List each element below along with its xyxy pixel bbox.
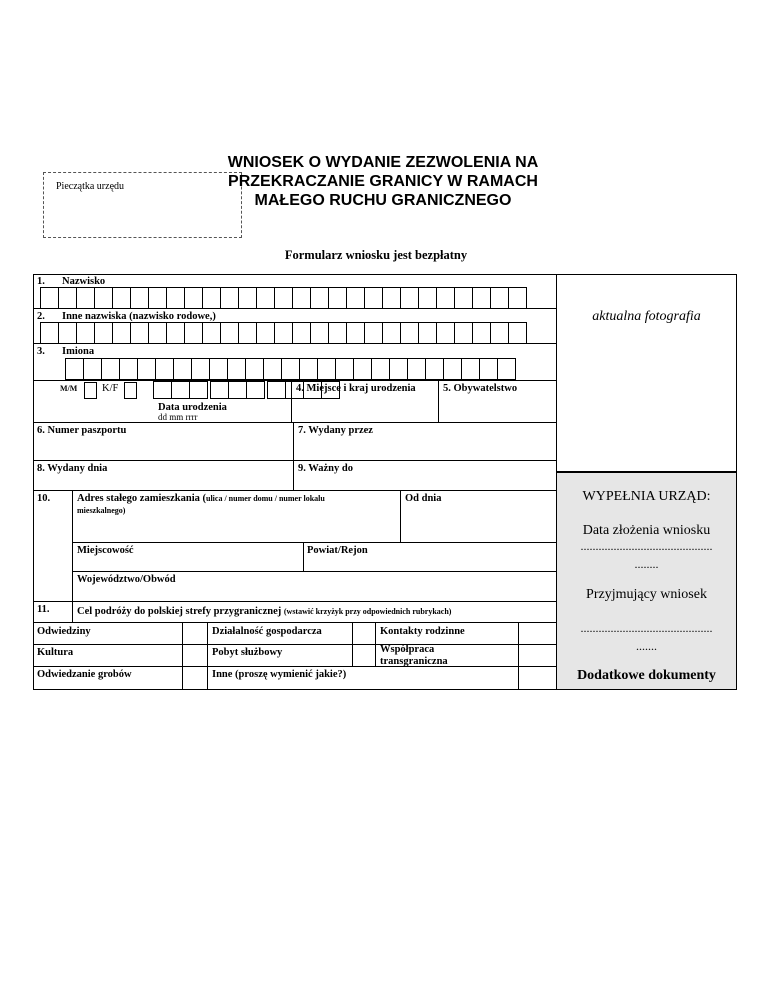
field-10-label: Adres stałego zamieszkania (ulica / numer domu / numer lokalu <box>77 493 325 504</box>
form-subtitle: Formularz wniosku jest bezpłatny <box>284 248 468 262</box>
graves-checkbox[interactable] <box>183 667 206 689</box>
official-checkbox[interactable] <box>353 645 374 666</box>
field-11-number: 11. <box>37 604 50 615</box>
rule <box>33 460 556 461</box>
field-2-label: Inne nazwiska (nazwisko rodowe,) <box>62 311 216 322</box>
rule <box>72 490 73 622</box>
office-heading: WYPEŁNIA URZĄD: <box>582 489 711 504</box>
visits-checkbox[interactable] <box>183 623 206 644</box>
district-label: Powiat/Rejon <box>307 545 368 556</box>
purpose-business: Działalność gospodarcza <box>212 626 322 637</box>
receiver-dots: ............................................ <box>580 621 713 635</box>
first-names-cells[interactable] <box>65 358 515 380</box>
cooperation-checkbox[interactable] <box>519 645 555 666</box>
rule <box>33 422 556 423</box>
purpose-visits: Odwiedziny <box>37 626 91 637</box>
submission-date-dots-2: ........ <box>634 557 659 571</box>
purpose-official: Pobyt służbowy <box>212 647 283 658</box>
field-5-label: 5. Obywatelstwo <box>443 383 518 394</box>
field-8-label: 8. Wydany dnia <box>37 463 108 474</box>
rule <box>33 644 556 645</box>
receiver-label: Przyjmujący wniosek <box>586 587 707 602</box>
date-of-birth-label: Data urodzenia <box>158 402 227 413</box>
since-date-label: Od dnia <box>405 493 442 504</box>
photo-box <box>556 274 737 472</box>
rule <box>33 666 556 667</box>
photo-label: aktualna fotografia <box>592 309 701 324</box>
field-7-label: 7. Wydany przez <box>298 425 373 436</box>
sex-female-label: K/F <box>102 383 119 394</box>
rule <box>400 490 401 542</box>
field-2-number: 2. <box>37 311 45 322</box>
office-use-panel <box>556 472 737 690</box>
surname-cells[interactable] <box>40 287 526 309</box>
field-9-label: 9. Ważny do <box>298 463 353 474</box>
stamp-label: Pieczątka urzędu <box>56 181 125 192</box>
rule <box>33 490 556 491</box>
purpose-graves: Odwiedzanie grobów <box>37 669 132 680</box>
rule <box>207 622 208 690</box>
sex-male-checkbox[interactable] <box>84 382 97 399</box>
purpose-culture: Kultura <box>37 647 74 658</box>
purpose-other: Inne (proszę wymienić jakie?) <box>212 669 347 680</box>
date-of-birth-format: dd mm rrrr <box>158 412 198 422</box>
rule <box>72 571 556 572</box>
submission-date-dots: ............................................ <box>580 539 713 553</box>
field-3-number: 3. <box>37 346 45 357</box>
field-1-label: Nazwisko <box>62 276 106 287</box>
purpose-cooperation-cont: transgraniczna <box>380 656 448 667</box>
sex-female-checkbox[interactable] <box>124 382 137 399</box>
field-3-label: Imiona <box>62 346 95 357</box>
field-11-label: Cel podróży do polskiej strefy przygranicznej (wstawić krzyżyk przy odpowiednich rubrykach) <box>77 606 452 617</box>
other-names-cells[interactable] <box>40 322 526 344</box>
rule <box>33 601 556 602</box>
other-checkbox[interactable] <box>519 667 555 689</box>
field-1-number: 1. <box>37 276 45 287</box>
rule <box>303 542 304 571</box>
purpose-family: Kontakty rodzinne <box>380 626 465 637</box>
field-10-label-cont: mieszkalnego) <box>77 506 126 515</box>
town-label: Miejscowość <box>77 545 134 556</box>
business-checkbox[interactable] <box>353 623 374 644</box>
rule <box>293 422 294 490</box>
extra-documents-label: Dodatkowe dokumenty <box>577 668 716 683</box>
purpose-cooperation: Współpraca <box>380 644 435 655</box>
rule <box>438 380 439 422</box>
field-4-label: 4. Miejsce i kraj urodzenia <box>296 383 416 394</box>
rule <box>72 542 556 543</box>
field-6-label: 6. Numer paszportu <box>37 425 127 436</box>
rule <box>375 622 376 666</box>
office-stamp-box <box>43 172 242 238</box>
field-10-number: 10. <box>37 493 51 504</box>
receiver-dots-2: ....... <box>636 639 657 653</box>
form-title: WNIOSEK O WYDANIE ZEZWOLENIA NA PRZEKRACZANIE GRANICY W RAMACH MAŁEGO RUCHU GRANICZNEGO <box>227 154 539 209</box>
region-label: Województwo/Obwód <box>77 574 176 585</box>
culture-checkbox[interactable] <box>183 645 206 666</box>
submission-date-label: Data złożenia wniosku <box>582 523 711 538</box>
family-checkbox[interactable] <box>519 623 555 644</box>
rule <box>33 622 556 623</box>
sex-male-label: M/M <box>60 384 78 393</box>
